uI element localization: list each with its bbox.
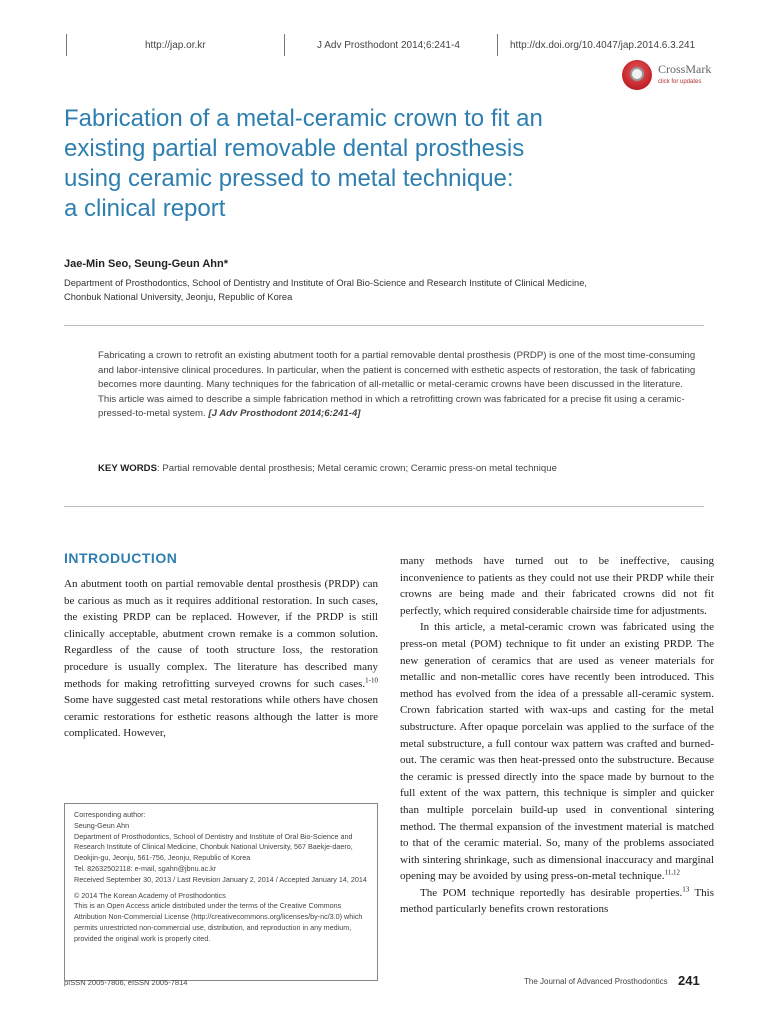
corr-dates: Received September 30, 2013 / Last Revision January 2, 2014 / Accepted January 14, 2014 — [74, 874, 367, 884]
body-paragraph — [64, 576, 378, 742]
corr-contact: Tel. 82632502118: e-mail, sgahn@jbnu.ac.kr — [74, 863, 217, 873]
body-column-left — [64, 576, 378, 742]
corr-address: Department of Prosthodontics, School of Dentistry and Institute of Oral Bio-Science and Research Institute of Clinical Medicine, Chonbuk National University, 567 Baekje-daero, Deokjin-gu, Jeonju, 561-756, Jeonju, Republic of Korea — [74, 831, 353, 863]
abstract-bottom-rule — [64, 506, 704, 507]
crossmark-badge[interactable] — [622, 60, 722, 96]
body-text: The POM technique reportedly has desirable properties. — [420, 886, 683, 899]
abstract — [98, 349, 700, 422]
correspondence-box — [64, 803, 378, 981]
crossmark-icon — [622, 60, 652, 90]
footer-journal-name: The Journal of Advanced Prosthodontics — [524, 977, 668, 986]
body-column-right — [400, 553, 714, 918]
body-paragraph: many methods have turned out to be ineffective, causing inconvenience to patients as they could not use their PRDP while their crowns are being made and their fabricated crowns did not fit perfectly, which required considerable chairside time for adjustments. — [400, 555, 714, 617]
journal-reference: J Adv Prosthodont 2014;6:241-4 — [317, 40, 460, 51]
body-text: In this article, a metal-ceramic crown was fabricated using the press-on metal (POM) technique to fit under an existing PRDP. The new generation of ceramics that are used as veneer materials for metallic and non-metallic cores have recently been introduced. This method has evolved from the idea of a pressable all-ceramic system. Crown fabrication started with wax-ups and casting for the metal substructure. After opaque porcelain was applied to the surface of the metal substructure, a full contour wax pattern was crafted and burned-out. The ceramic was then heat-pressed onto the substructure. Because the ceramic is pressed directly into the space made by burnout to the full extent of the wax pattern, this technique is simpler and quicker than multiple porcelain build-up used in conventional sintering method. The thermal expansion of the investment material is matched to that of the ceramic material. So, many of the problems associated with sintering shrinkage, such as dimensional inaccuracy and marginal opening may be avoided by using press-on-metal technique. — [400, 621, 714, 883]
title-line-2: existing partial removable dental prosthesis — [64, 135, 525, 162]
section-heading-introduction: INTRODUCTION — [64, 550, 178, 566]
page-number: 241 — [678, 973, 700, 988]
title-line-1: Fabrication of a metal-ceramic crown to fit an — [64, 105, 543, 132]
affiliation-line-1: Department of Prosthodontics, School of Dentistry and Institute of Oral Bio-Science and Research Institute of Clinical Medicine, — [64, 278, 587, 288]
body-paragraph — [400, 885, 714, 918]
abstract-text: Fabricating a crown to retrofit an existing abutment tooth for a partial removable dental prosthesis (PRDP) is one of the most time-consuming and labor-intensive clinical procedures. In particular, when the patient is concerned with esthetic aspects of restoration, the task of fabricating becomes more daunting. Many techniques for the fabrication of all-metallic or metal-ceramic crowns have been discussed in the literature. This article was aimed to describe a simple fabrication method in which a retrofitting crown was fabricated for a precise fit using a ceramic-pressed-to-metal system. — [98, 350, 696, 420]
citation-superscript: 11,12 — [664, 868, 681, 877]
body-text: This method particularly benefits crown restorations — [400, 886, 714, 916]
corr-name: Seung-Geun Ahn — [74, 820, 130, 830]
abstract-top-rule — [64, 325, 704, 326]
title-line-4: a clinical report — [64, 195, 226, 222]
crossmark-sub: click for updates — [658, 79, 702, 85]
abstract-citation: [J Adv Prosthodont 2014;6:241-4] — [208, 408, 361, 420]
header-divider-2 — [284, 34, 285, 56]
keywords-label: KEY WORDS — [98, 463, 157, 474]
affiliation-line-2: Chonbuk National University, Jeonju, Republic of Korea — [64, 292, 293, 302]
body-text: An abutment tooth on partial removable dental prosthesis (PRDP) can be carious as much as it requires additional restoration. In such cases, the existing PRDP can be replaced. However, if the PRDP is still clinically acceptable, abutment crown remake is a common solution. Regardless of the cause of tooth structure loss, the restoration procedure is usually complex. The literature has described many methods for making retrofitting surveyed crowns for such cases. — [64, 578, 378, 690]
citation-superscript: 13 — [682, 885, 690, 894]
corr-license: This is an Open Access article distributed under the terms of the Creative Commons Attribution Non-Commercial License (http://creativecommons.org/licenses/by-nc/3.0) which permits unrestricted non-commercial use, distribution, and reproduction in any medium, provided the original work is properly cited. — [74, 901, 363, 943]
authors: Jae-Min Seo, Seung-Geun Ahn* — [64, 258, 228, 270]
body-text: Some have suggested cast metal restorations while others have chosen ceramic restorations for esthetic reasons although the latter is more complicated. However, — [64, 694, 378, 740]
footer-issn: pISSN 2005-7806, eISSN 2005-7814 — [64, 978, 188, 987]
keywords — [98, 463, 700, 474]
title-line-3: using ceramic pressed to metal technique: — [64, 165, 514, 192]
site-url-link[interactable]: http://jap.or.kr — [145, 40, 206, 51]
header-divider-1 — [66, 34, 67, 56]
crossmark-label: CrossMark — [658, 62, 712, 76]
corr-copyright: © 2014 The Korean Academy of Prosthodontics — [74, 890, 226, 900]
corr-label: Corresponding author: — [74, 810, 146, 819]
citation-superscript: 1-10 — [365, 675, 378, 684]
doi-link[interactable]: http://dx.doi.org/10.4047/jap.2014.6.3.241 — [510, 40, 696, 51]
keywords-text: : Partial removable dental prosthesis; Metal ceramic crown; Ceramic press-on metal technique — [157, 463, 557, 474]
affiliation — [64, 276, 704, 304]
body-paragraph — [400, 619, 714, 885]
header-divider-3 — [497, 34, 498, 56]
article-title — [64, 104, 724, 224]
